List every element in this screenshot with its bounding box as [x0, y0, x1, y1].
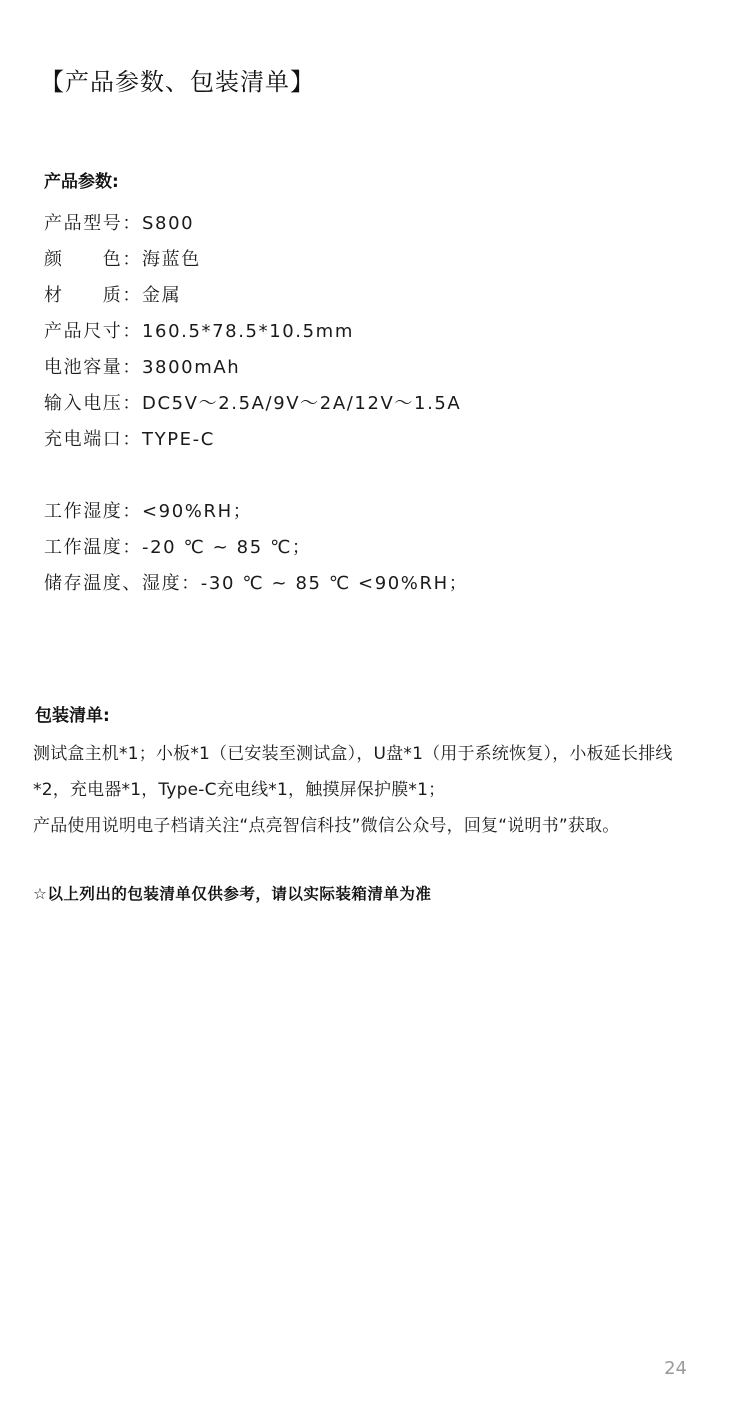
- spec-row-input-voltage: 输入电压：DC5V～2.5A/9V～2A/12V～1.5A: [44, 393, 462, 414]
- packing-list-text: 测试盒主机*1；小板*1（已安装至测试盒），U盘*1（用于系统恢复），小板延长排线*2，充电器*1，Type-C充电线*1，触摸屏保护膜*1；: [33, 744, 673, 800]
- specs-heading: 产品参数:: [44, 172, 119, 192]
- spec-row-color: 颜 色：海蓝色: [44, 249, 201, 270]
- spec-row-material: 材 质：金属: [44, 285, 182, 306]
- spec-row-size: 产品尺寸：160.5*78.5*10.5mm: [44, 321, 354, 342]
- spec-row-storage-conditions: 储存温度、湿度：-30 ℃ ~ 85 ℃ <90%RH；: [44, 573, 469, 594]
- page-number: 24: [664, 1358, 687, 1379]
- spec-list: [44, 206, 468, 602]
- packing-heading: 包装清单:: [35, 706, 110, 726]
- packing-note: ☆以上列出的包装清单仅供参考，请以实际装箱清单为准: [33, 885, 432, 903]
- section-title: 【产品参数、包装清单】: [40, 68, 315, 96]
- spec-gap: [44, 458, 468, 494]
- manual-info-text: 产品使用说明电子档请关注“点亮智信科技”微信公众号，回复“说明书”获取。: [33, 816, 620, 836]
- spec-row-work-temperature: 工作温度：-20 ℃ ~ 85 ℃；: [44, 537, 312, 558]
- spec-row-battery: 电池容量：3800mAh: [44, 357, 241, 378]
- spec-row-work-humidity: 工作湿度：<90%RH；: [44, 501, 253, 522]
- packing-body: [33, 736, 703, 844]
- spec-row-charging-port: 充电端口：TYPE-C: [44, 429, 215, 450]
- spec-row-model: 产品型号：S800: [44, 213, 195, 234]
